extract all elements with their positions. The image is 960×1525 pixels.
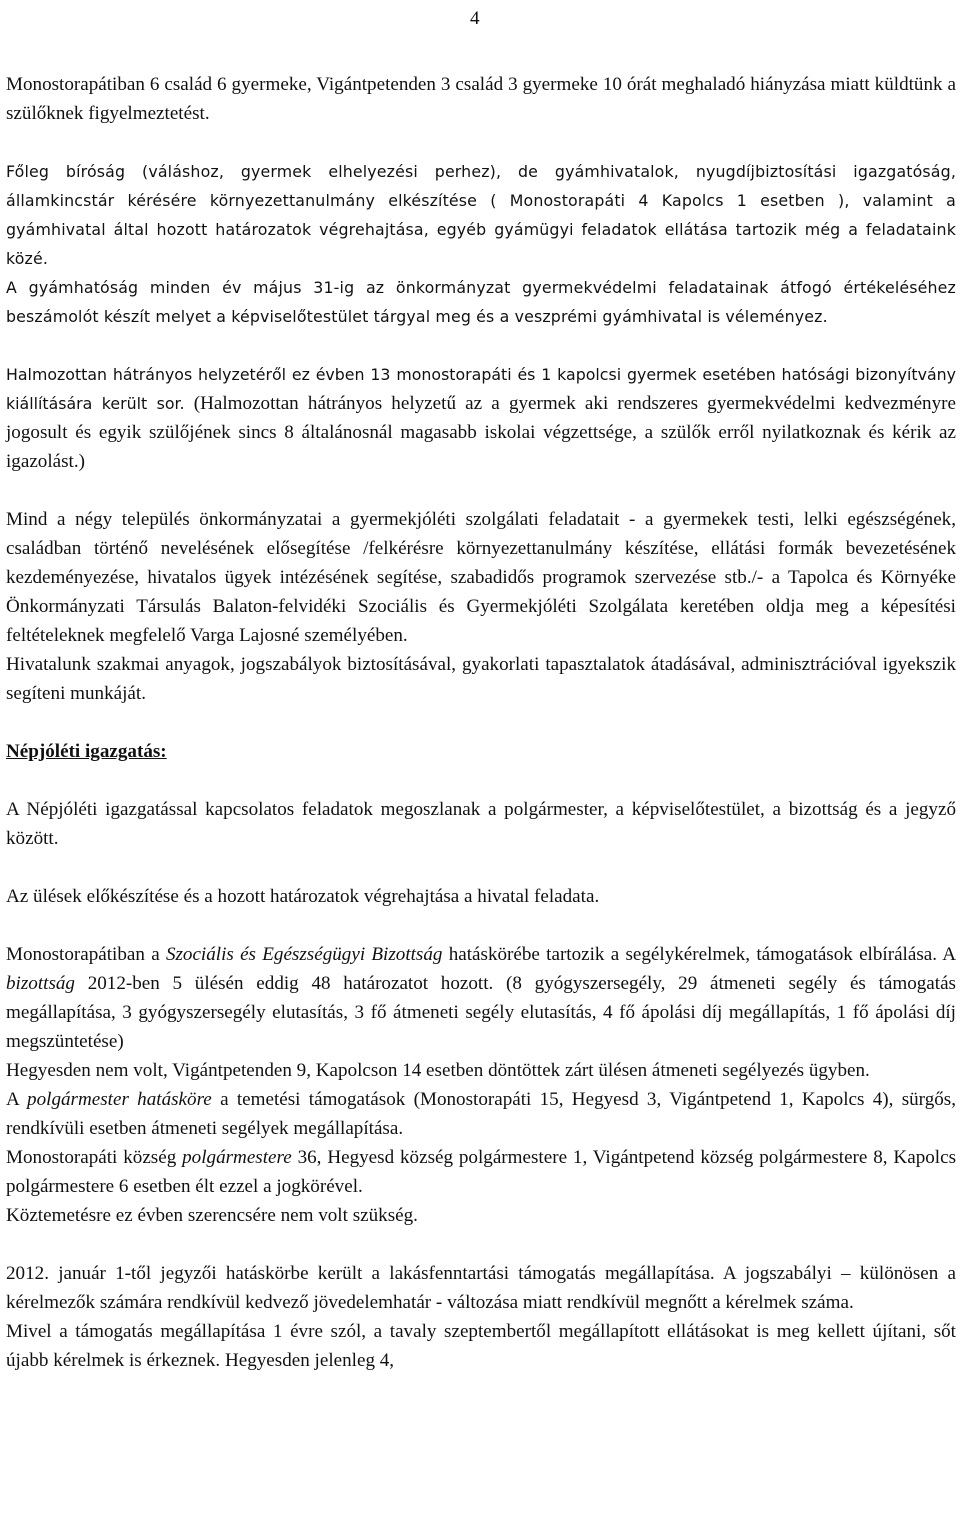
committee-text-1: Monostorapátiban a <box>6 944 166 965</box>
committee-text-3: 2012-ben 5 ülésén eddig 48 határozatot hozott. (8 gyógyszersegély, 29 átmeneti segély és támogatás megállapítása, 3 gyógyszersegély elutasítás, 3 fő átmeneti segély elutasítás, 4 fő ápolási díj megállapítás, 1 fő ápolási díj megszüntetése) <box>6 973 956 1052</box>
paragraph-environment-studies: Főleg bíróság (váláshoz, gyermek elhelyezési perhez), de gyámhivatalok, nyugdíjbiztosítási igazgatóság, államkincstár kérésére környezettanulmány elkészítése ( Monostorapáti 4 Kapolcs 1 esetben ), valamint a gyámhivatal által hozott határozatok végrehajtása, egyéb gyámügyi feladatok ellátása tartozik még a feladataink közé. <box>6 162 956 268</box>
committee-word: bizottság <box>6 973 75 994</box>
paragraph-office-support: Hivatalunk szakmai anyagok, jogszabályok biztosításával, gyakorlati tapasztalatok átadásával, adminisztrációval igyekszik segíteni munkáját. <box>6 654 956 704</box>
paragraph-welfare-tasks: A Népjóléti igazgatással kapcsolatos feladatok megoszlanak a polgármester, a képviselőtestület, a bizottság és a jegyző között. <box>6 799 956 849</box>
paragraph-mayor-usage <box>6 1143 956 1201</box>
mayor-usage-text-1: Monostorapáti község <box>6 1147 183 1168</box>
mayor-text-2: a temetési támogatások (Monostorapáti 15, Hegyesd 3, Vigántpetend 1, Kapolcs 4), sürgős, rendkívüli esetben átmeneti segélyek megállapítása. <box>6 1089 956 1139</box>
paragraph-absences: Monostorapátiban 6 család 6 gyermeke, Vigántpetenden 3 család 3 gyermeke 10 órát meghaladó hiányzása miatt küldtünk a szülőknek figyelmeztetést. <box>6 74 956 124</box>
paragraph-renewal: Mivel a támogatás megállapítása 1 évre szól, a tavaly szeptembertől megállapított ellátásokat is meg kellett újítani, sőt újabb kérelmek is érkeznek. Hegyesden jelenleg 4, <box>6 1321 956 1371</box>
paragraph-closed-sessions: Hegyesden nem volt, Vigántpetenden 9, Kapolcson 14 esetben döntöttek zárt ülésen átmeneti segélyezés ügyben. <box>6 1060 870 1081</box>
mayor-text-1: A <box>6 1089 28 1110</box>
mayor-usage-text-2: 36, Hegyesd község polgármestere 1, Vigántpetend község polgármestere 8, Kapolcs polgármestere 6 esetben élt ezzel a jogkörével. <box>6 1147 956 1197</box>
paragraph-housing-support: 2012. január 1-től jegyzői hatáskörbe került a lakásfenntartási támogatás megállapítása. A jogszabályi – különösen a kérelmezők számára rendkívül kedvező jövedelemhatár - változása miatt rendkívül megnőtt a kérelmek száma. <box>6 1263 956 1313</box>
section-heading-welfare: Népjóléti igazgatás: <box>6 741 167 762</box>
mayor-authority-term: polgármester hatásköre <box>27 1089 212 1110</box>
paragraph-meetings: Az ülések előkészítése és a hozott határozatok végrehajtása a hivatal feladata. <box>6 886 600 907</box>
page-number: 4 <box>470 8 480 29</box>
paragraph-committee <box>6 940 956 1056</box>
committee-name: Szociális és Egészségügyi Bizottság <box>165 944 443 965</box>
paragraph-guardianship-report: A gyámhatóság minden év május 31-ig az önkormányzat gyermekvédelmi feladatainak átfogó értékeléséhez beszámolót készít melyet a képviselőtestület tárgyal meg és a veszprémi gyámhivatal is véleményez. <box>6 278 956 326</box>
paragraph-public-funeral: Köztemetésre ez évben szerencsére nem volt szükség. <box>6 1205 418 1226</box>
disadvantaged-sentence: Halmozottan hátrányos helyzetéről ez évben 13 monostorapáti és 1 kapolcsi gyermek esetében hatósági bizonyítvány kiállítására került sor. <box>6 365 956 413</box>
disadvantaged-definition: (Halmozottan hátrányos helyzetű az a gyermek aki rendszeres gyermekvédelmi kedvezményre jogosult és egyik szülőjének sincs 8 általánosnál magasabb iskolai végzettsége, a szülők erről nyilatkoznak és kérik az igazolást.) <box>6 393 956 472</box>
paragraph-child-welfare: Mind a négy település önkormányzatai a gyermekjóléti szolgálati feladatait - a gyermekek testi, lelki egészségének, családban történő nevelésének elősegítése /felkérésre környezettanulmány készítése, ellátási formák bevezetésének kezdeményezése, hivatalos ügyek intézésének segítése, szabadidős programok szervezése stb./- a Tapolca és Környéke Önkormányzati Társulás Balaton-felvidéki Szociális és Gyermekjóléti Szolgálata keretében oldja meg a képesítési feltételeknek megfelelő Varga Lajosné személyében. <box>6 509 956 646</box>
paragraph-mayor-authority <box>6 1085 956 1143</box>
mayor-usage-term: polgármestere <box>182 1147 292 1168</box>
paragraph-disadvantaged <box>6 360 956 476</box>
committee-text-2: hatáskörébe tartozik a segélykérelmek, támogatások elbírálása. A <box>442 944 956 965</box>
